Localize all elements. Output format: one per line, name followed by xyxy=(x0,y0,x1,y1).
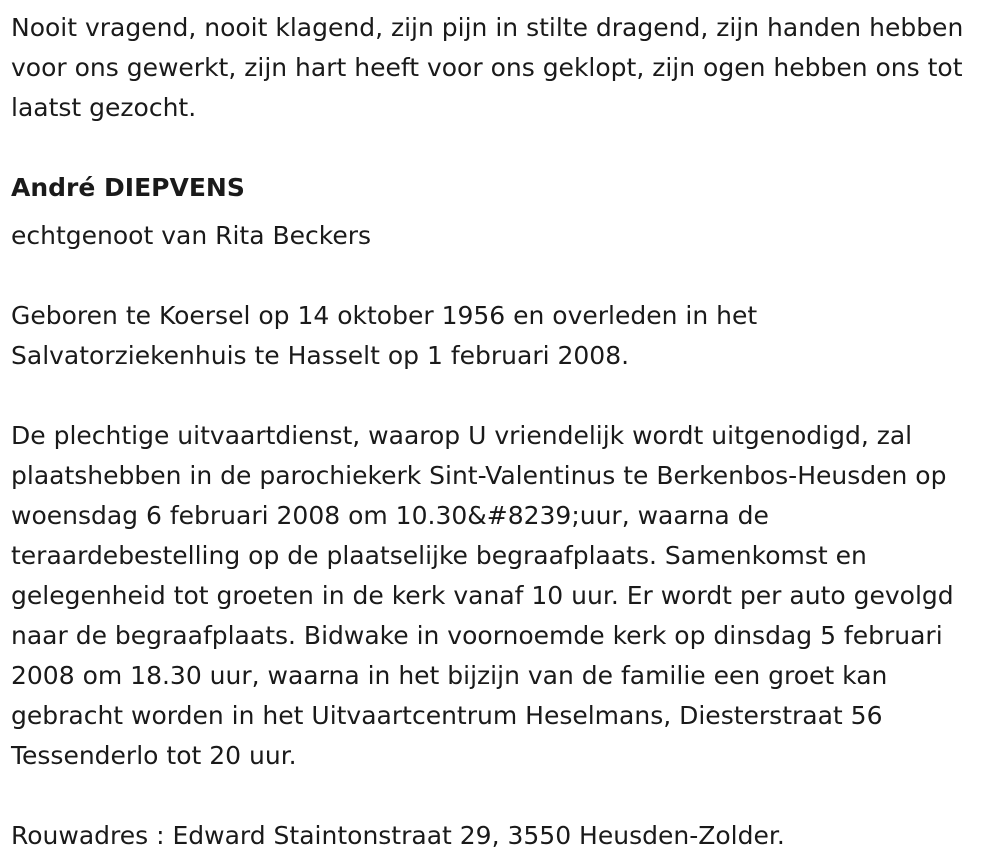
spacer xyxy=(11,776,982,816)
deceased-name: André DIEPVENS xyxy=(11,173,245,202)
spacer xyxy=(11,256,982,296)
spacer xyxy=(11,376,982,416)
spacer xyxy=(11,128,982,168)
opening-quote: Nooit vragend, nooit klagend, zijn pijn in stilte dragend, zijn handen hebben voor ons gewerkt, zijn hart heeft voor ons geklopt, zijn ogen hebben ons tot laatst gezocht. xyxy=(11,13,964,122)
funeral-paragraph: De plechtige uitvaartdienst, waarop U vriendelijk wordt uitgenodigd, zal plaatshebben in de parochiekerk Sint-Valentinus te Berkenbos-Heusden op woensdag 6 februari 2008 om 10.30&#8239;uur, waarna de teraardebestelling op de plaatselijke begraafplaats. Samenkomst en gelegenheid tot groeten in de kerk vanaf 10 uur. Er wordt per auto gevolgd naar de begraafplaats. Bidwake in voornoemde kerk op dinsdag 5 februari 2008 om 18.30 uur, waarna in het bijzijn van de familie een groet kan gebracht worden in het Uitvaartcentrum Heselmans, Diesterstraat 56 Tessenderlo tot 20 uur. xyxy=(11,421,954,770)
birth-death-paragraph: Geboren te Koersel op 14 oktober 1956 en overleden in het Salvatorziekenhuis te Hasselt op 1 februari 2008. xyxy=(11,301,758,370)
spouse-line: echtgenoot van Rita Beckers xyxy=(11,221,372,250)
mourning-address: Rouwadres : Edward Staintonstraat 29, 3550 Heusden-Zolder. xyxy=(11,821,785,850)
